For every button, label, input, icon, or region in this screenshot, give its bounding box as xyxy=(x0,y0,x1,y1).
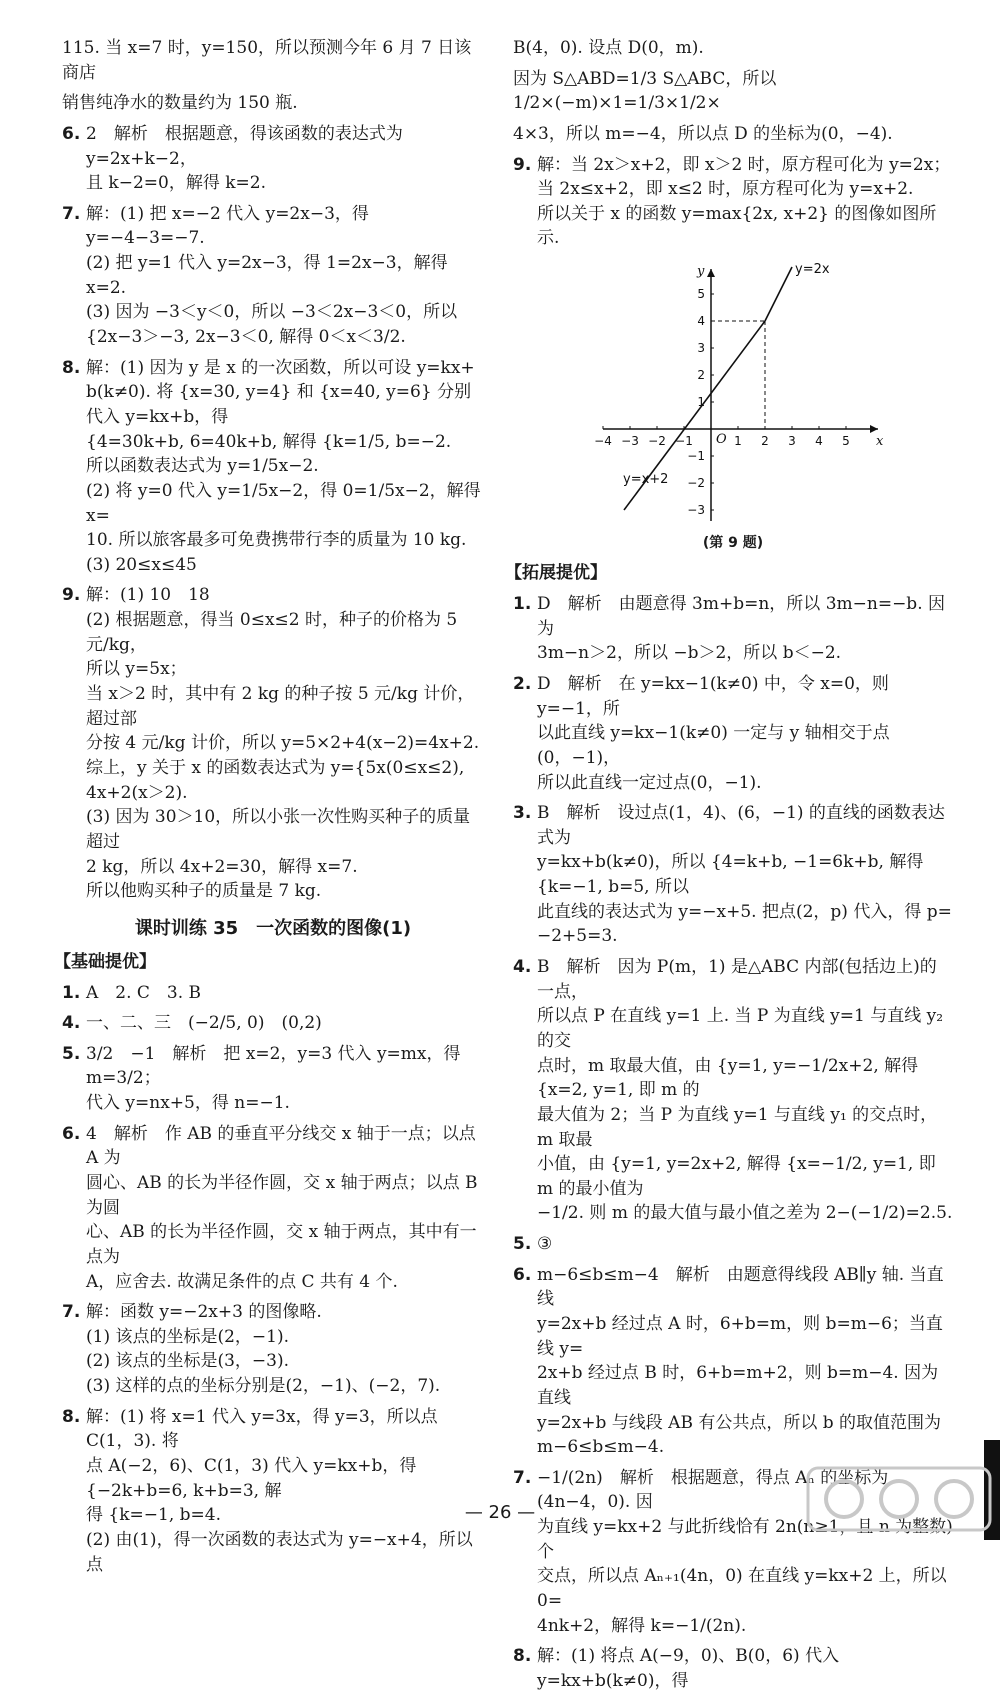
text-line: 销售纯净水的数量约为 150 瓶. xyxy=(62,93,298,114)
text-line: 此直线的表达式为 y=−x+5. 把点(2，p) 代入，得 p= xyxy=(537,901,952,922)
curve-label-yx2: y=x+2 xyxy=(623,472,669,488)
text-line: 4×3，所以 m=−4，所以点 D 的坐标为(0，−4). xyxy=(513,123,893,144)
page-number: — 26 — xyxy=(464,1501,536,1523)
section-heading: 【拓展提优】 xyxy=(505,563,607,584)
right-column xyxy=(505,36,953,1700)
text-line: 10. 所以旅客最多可免费携带行李的质量为 10 kg. xyxy=(86,530,467,551)
x-tick-label: 1 xyxy=(734,434,742,449)
x-tick-label: 5 xyxy=(842,434,850,449)
y-tick-label: 5 xyxy=(697,287,705,302)
text-line: −2+5=3. xyxy=(537,926,618,947)
item-number: 7. xyxy=(513,1467,532,1488)
text-line: (2) 把 y=1 代入 y=2x−3，得 1=2x−3，解得 x=2. xyxy=(86,253,448,298)
text-line: (2) 由(1)，得一次函数的表达式为 y=−x+4，所以点 xyxy=(86,1529,473,1575)
text-line: (2) 根据题意，得当 0≤x≤2 时，种子的价格为 5 元/kg， xyxy=(86,610,458,655)
answer-item-r3 xyxy=(513,801,953,949)
item-number: 7. xyxy=(62,203,81,224)
text-line: 代入 y=nx+5，得 n=−1. xyxy=(86,1093,290,1114)
answer-item-r1 xyxy=(513,592,953,666)
text-line: A 2. C 3. B xyxy=(86,982,202,1003)
text-line: 2 kg，所以 4x+2=30，解得 x=7. xyxy=(86,856,358,877)
text-line: 交点，所以点 Aₙ₊₁(4n，0) 在直线 y=kx+2 上，所以 0= xyxy=(537,1566,947,1612)
y-tick-label: −3 xyxy=(687,503,705,518)
text-line: 圆心、AB 的长为半径作圆，交 x 轴于两点；以点 B 为圆 xyxy=(86,1173,478,1218)
item-number: 9. xyxy=(62,585,81,606)
text-line: D 解析 由题意得 3m+b=n，所以 3m−n=−b. 因为 xyxy=(537,594,945,639)
watermark-logo-icon xyxy=(804,1464,994,1534)
x-tick-label: 4 xyxy=(815,434,823,449)
x-tick-label: 2 xyxy=(761,434,769,449)
item-number: 9. xyxy=(513,154,532,175)
text-line: (3) 这样的点的坐标分别是(2，−1)、(−2，7). xyxy=(86,1376,441,1397)
text-line: ③ xyxy=(537,1234,553,1255)
text-line: −1/2. 则 m 的最大值与最小值之差为 2−(−1/2)=2.5. xyxy=(537,1203,953,1224)
text-line: 2x+b 经过点 B 时，6+b=m+2，则 b=m−4. 因为直线 xyxy=(537,1363,939,1408)
text-line: −1/(2n) 解析 根据题意，得点 Aₙ 的坐标为(4n−4，0). 因 xyxy=(537,1467,889,1513)
text-line: y=2x+b 与线段 AB 有公共点，所以 b 的取值范围为 xyxy=(537,1412,942,1433)
item-number: 1. xyxy=(62,982,81,1003)
curve-label-y2x: y=2x xyxy=(795,262,830,278)
x-tick-label: −2 xyxy=(648,434,666,449)
text-line: (2) 该点的坐标是(3，−3). xyxy=(86,1351,290,1372)
text-line: B(4，0). 设点 D(0，m). xyxy=(513,38,704,58)
item-number: 1. xyxy=(513,594,532,615)
text-line: (3) 因为 −3＜y＜0，所以 −3＜2x−3＜0，所以 xyxy=(86,302,458,323)
text-line: 当 x＞2 时，其中有 2 kg 的种子按 5 元/kg 计价，超过部 xyxy=(86,684,475,729)
x-tick-label: −3 xyxy=(621,434,639,449)
y-tick-label: 1 xyxy=(697,395,705,410)
y-tick-label: 4 xyxy=(697,314,705,329)
text-line: 分按 4 元/kg 计价，所以 y=5×2+4(x−2)=4x+2. xyxy=(86,733,480,754)
text-line: 综上，y 关于 x 的函数表达式为 y={5x(0≤x≤2), 4x+2(x＞2). xyxy=(86,757,465,803)
line-y-2x xyxy=(765,267,792,321)
text-line: 解：函数 y=−2x+3 的图像略. xyxy=(86,1302,322,1323)
answer-item-r2 xyxy=(513,672,953,795)
answer-item-r4 xyxy=(513,955,953,1226)
text-line: 解：当 2x＞x+2，即 x＞2 时，原方程可化为 y=2x； xyxy=(537,154,951,175)
lesson-title: 课时训练 35 一次函数的图像(1) xyxy=(134,917,412,939)
text-line: 最大值为 2；当 P 为直线 y=1 与直线 y₁ 的交点时，m 取最 xyxy=(537,1104,938,1150)
text-line: 一、二、三 (−2/5, 0) (0,2) xyxy=(86,1013,322,1034)
text-line: m−6≤b≤m−4 解析 由题意得线段 AB∥y 轴. 当直线 xyxy=(537,1264,944,1310)
item-number: 8. xyxy=(62,1406,81,1427)
text-line: A，应舍去. 故满足条件的点 C 共有 4 个. xyxy=(86,1271,398,1292)
text-line: 2 解析 根据题意，得该函数的表达式为 y=2x+k−2， xyxy=(86,123,403,169)
answer-item-9r xyxy=(513,153,953,252)
text-line: 所以此直线一定过点(0，−1). xyxy=(537,772,762,793)
text-line: 解：(1) 将 x=1 代入 y=3x，得 y=3，所以点 C(1，3). 将 xyxy=(86,1406,438,1452)
answer-item-r8 xyxy=(513,1644,953,1693)
text-line: m−6≤b≤m−4. xyxy=(537,1437,665,1458)
item-number: 2. xyxy=(513,673,532,694)
text-line: (3) 因为 30＞10，所以小张一次性购买种子的质量超过 xyxy=(86,807,471,852)
y-tick-label: −1 xyxy=(687,449,705,464)
answer-item-1 xyxy=(62,981,484,1006)
answer-item-7b xyxy=(62,1300,484,1399)
text-line: 4 解析 作 AB 的垂直平分线交 x 轴于一点；以点 A 为 xyxy=(86,1123,476,1169)
text-line: (3) 20≤x≤45 xyxy=(86,554,197,575)
text-line: 所以 y=5x； xyxy=(86,659,187,680)
text-line: 3m−n＞2，所以 −b＞2，所以 b＜−2. xyxy=(537,643,842,664)
y-tick-label: −2 xyxy=(687,476,705,491)
item-number: 6. xyxy=(62,123,81,144)
answer-item-r5 xyxy=(513,1232,953,1257)
text-line: 3/2 −1 解析 把 x=2，y=3 代入 y=mx，得 m=3/2； xyxy=(86,1043,461,1089)
text-line: {4=30k+b, 6=40k+b, 解得 {k=1/5, b=−2. xyxy=(86,431,452,452)
x-tick-label: −1 xyxy=(675,434,693,449)
item-number: 6. xyxy=(513,1264,532,1285)
x-tick-label: 3 xyxy=(788,434,796,449)
text-line: B 解析 设过点(1，4)、(6，−1) 的直线的函数表达式为 xyxy=(537,803,945,848)
item-number: 5. xyxy=(62,1043,81,1064)
item-number: 7. xyxy=(62,1302,81,1323)
y-axis-arrow xyxy=(707,269,715,277)
item-number: 6. xyxy=(62,1123,81,1144)
item-number: 4. xyxy=(513,957,532,978)
text-line: 小值，由 {y=1, y=2x+2, 解得 {x=−1/2, y=1, 即 m 的最小值为 xyxy=(537,1154,936,1199)
text-line: 为直线 y=kx+2 与此折线恰有 2n(n≥1，且 n 为整数) 个 xyxy=(537,1517,953,1562)
item-number: 8. xyxy=(62,357,81,378)
left-column xyxy=(54,36,484,1583)
text-line: 得 {k=−1, b=4. xyxy=(86,1505,221,1526)
item-number: 8. xyxy=(513,1646,532,1667)
item-number: 5. xyxy=(513,1234,532,1255)
text-line: 解：(1) 10 18 xyxy=(86,585,210,606)
text-line: 所以点 P 在直线 y=1 上. 当 P 为直线 y=1 与直线 y₂ 的交 xyxy=(537,1006,944,1051)
text-line: 解：(1) 把 x=−2 代入 y=2x−3，得 y=−4−3=−7. xyxy=(86,203,369,249)
answer-item-6b xyxy=(62,1122,484,1294)
text-line: y=2x+b 经过点 A 时，6+b=m，则 b=m−6；当直线 y= xyxy=(537,1314,943,1359)
item-number: 4. xyxy=(62,1013,81,1034)
text-line: 点时，m 取最大值，由 {y=1, y=−1/2x+2, 解得 {x=2, y=1, 即 m 的 xyxy=(537,1055,919,1101)
x-axis-label: x xyxy=(876,434,884,450)
x-axis-arrow xyxy=(870,425,878,433)
text-line: B 解析 因为 P(m，1) 是△ABC 内部(包括边上)的一点， xyxy=(537,957,937,1002)
text-line: y=kx+b(k≠0)，所以 {4=k+b, −1=6k+b, 解得 {k=−1, b=5, 所以 xyxy=(537,852,924,898)
text-line: 解：(1) 将点 A(−9，0)、B(0，6) 代入 y=kx+b(k≠0)，得 xyxy=(537,1646,840,1691)
text-line: {2x−3＞−3, 2x−3＜0, 解得 0＜x＜3/2. xyxy=(86,327,406,348)
text-line: 115. 当 x=7 时，y=150，所以预测今年 6 月 7 日该商店 xyxy=(62,38,472,83)
graph-svg xyxy=(593,259,893,529)
item-number: 3. xyxy=(513,803,532,824)
function-graph-figure xyxy=(513,259,953,529)
text-line: 且 k−2=0，解得 k=2. xyxy=(86,173,266,194)
answer-item-4 xyxy=(62,1011,484,1036)
answer-item-6 xyxy=(62,122,484,196)
x-tick-label: −4 xyxy=(594,434,612,449)
text-line: 心、AB 的长为半径作圆，交 x 轴于两点，其中有一点为 xyxy=(86,1222,477,1267)
text-line: 因为 S△ABD=1/3 S△ABC，所以 1/2×(−m)×1=1/3×1/2× xyxy=(513,68,777,114)
answer-item-9 xyxy=(62,583,484,903)
y-axis-label: y xyxy=(697,264,705,280)
y-tick-label: 3 xyxy=(697,341,705,356)
text-line: 所以关于 x 的函数 y=max{2x, x+2} 的图像如图所示. xyxy=(537,203,937,249)
text-line: 解：(1) 因为 y 是 x 的一次函数，所以可设 y=kx+ xyxy=(86,357,475,378)
text-line: 当 2x≤x+2，即 x≤2 时，原方程可化为 y=x+2. xyxy=(537,179,914,200)
text-line: 点 A(−2，6)、C(1，3) 代入 y=kx+b，得 {−2k+b=6, k+b=3, 解 xyxy=(86,1456,417,1501)
text-line: 所以函数表达式为 y=1/5x−2. xyxy=(86,456,319,477)
answer-item-7 xyxy=(62,202,484,350)
origin-label: O xyxy=(716,432,727,448)
answer-item-8b xyxy=(62,1405,484,1577)
y-tick-label: 2 xyxy=(697,368,705,383)
text-line: 所以他购买种子的质量是 7 kg. xyxy=(86,881,322,902)
answer-item-5 xyxy=(62,1042,484,1116)
answer-item-8 xyxy=(62,356,484,578)
text-line: 4nk+2，解得 k=−1/(2n). xyxy=(537,1615,747,1636)
text-line: (2) 将 y=0 代入 y=1/5x−2，得 0=1/5x−2，解得 x= xyxy=(86,480,481,526)
figure-caption: (第 9 题) xyxy=(702,535,764,552)
section-heading: 【基础提优】 xyxy=(54,951,156,972)
answer-item-r6 xyxy=(513,1263,953,1460)
text-line: 以此直线 y=kx−1(k≠0) 一定与 y 轴相交于点(0，−1)， xyxy=(537,723,890,768)
text-line: (1) 该点的坐标是(2，−1). xyxy=(86,1326,290,1347)
text-line: D 解析 在 y=kx−1(k≠0) 中，令 x=0，则 y=−1，所 xyxy=(537,673,889,719)
text-line: b(k≠0). 将 {x=30, y=4} 和 {x=40, y=6} 分别代入 y=kx+b，得 xyxy=(86,382,472,427)
